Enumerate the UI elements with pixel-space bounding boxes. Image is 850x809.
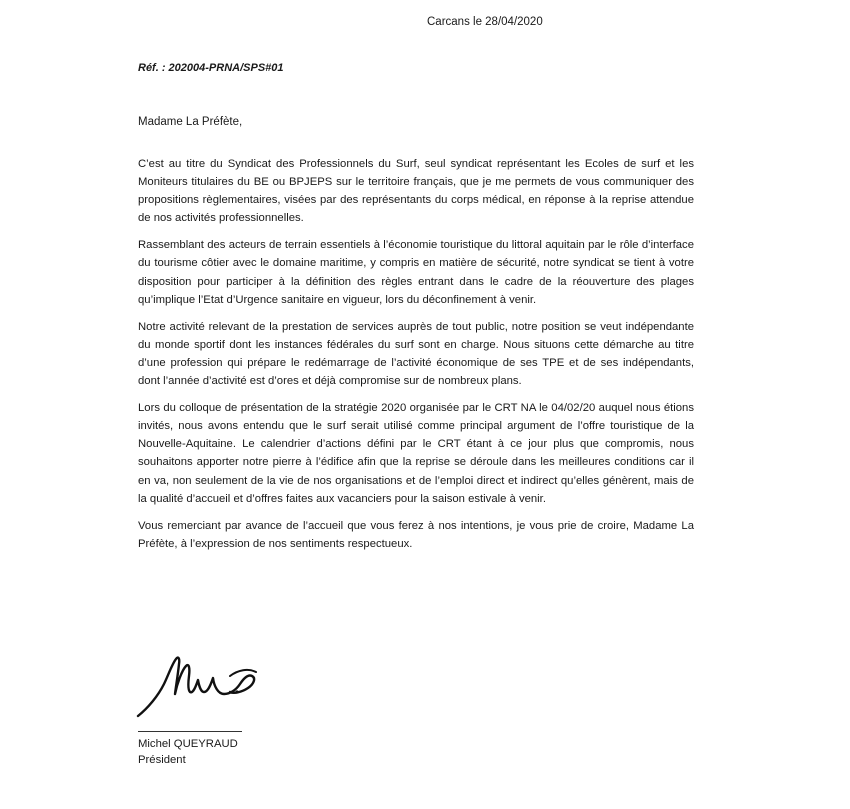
date-line: Carcans le 28/04/2020: [427, 16, 543, 28]
paragraph: Rassemblant des acteurs de terrain essentiels à l’économie touristique du littoral aquitain par le rôle d’interface du tourisme côtier avec le domaine maritime, y compris en matière de sécurité, notre syndicat se tient à votre disposition pour participer à la définition des règles entrant dans le cadre de la réouverture des plages qu’implique l’Etat d’Urgence sanitaire en vigueur, lors du déconfinement à venir.: [138, 239, 694, 306]
letter-body: [138, 155, 694, 562]
salutation: Madame La Préfète,: [138, 116, 243, 128]
reference-number: Réf. : 202004-PRNA/SPS#01: [138, 62, 284, 74]
paragraph: Lors du colloque de présentation de la stratégie 2020 organisée par le CRT NA le 04/02/20 auquel nous étions invités, nous avons entendu que le surf serait utilisé comme principal argument de l’offre touristique de la Nouvelle-Aquitaine. Le calendrier d’actions défini par le CRT étant à ce jour plus que compromis, nous souhaitons apporter notre pierre à l’édifice afin que la reprise se déroule dans les meilleures conditions car il en va, non seulement de la vie de nos organisations et de l’emploi direct et indirect qu’elles génèrent, mais de la qualité d’accueil et d’offres faites aux vacanciers pour la saison estivale à venir.: [138, 402, 694, 505]
handwritten-signature: [134, 650, 264, 722]
paragraph: Vous remerciant par avance de l’accueil que vous ferez à nos intentions, je vous prie de croire, Madame La Préfète, à l’expression de nos sentiments respectueux.: [138, 519, 694, 550]
signer-title: Président: [138, 754, 186, 766]
signature-line: [138, 731, 242, 732]
paragraph: Notre activité relevant de la prestation de services auprès de tout public, notre position se veut indépendante du monde sportif dont les instances fédérales du surf sont en charge. Nous situons cette démarche au titre d’une profession qui prépare le redémarrage de l’activité économique de ses TPE et de ses indépendants, dont l’année d’activité est d’ores et déjà compromise sur de nombreux plans.: [138, 320, 694, 388]
paragraph: C’est au titre du Syndicat des Professionnels du Surf, seul syndicat représentant les Ecoles de surf et les Moniteurs titulaires du BE ou BPJEPS sur le territoire français, que je me permets de vous communiquer des propositions règlementaires, visées par des représentants du corps médical, en réponse à la reprise attendue de nos activités professionnelles.: [138, 158, 694, 225]
signer-name: Michel QUEYRAUD: [138, 738, 238, 750]
